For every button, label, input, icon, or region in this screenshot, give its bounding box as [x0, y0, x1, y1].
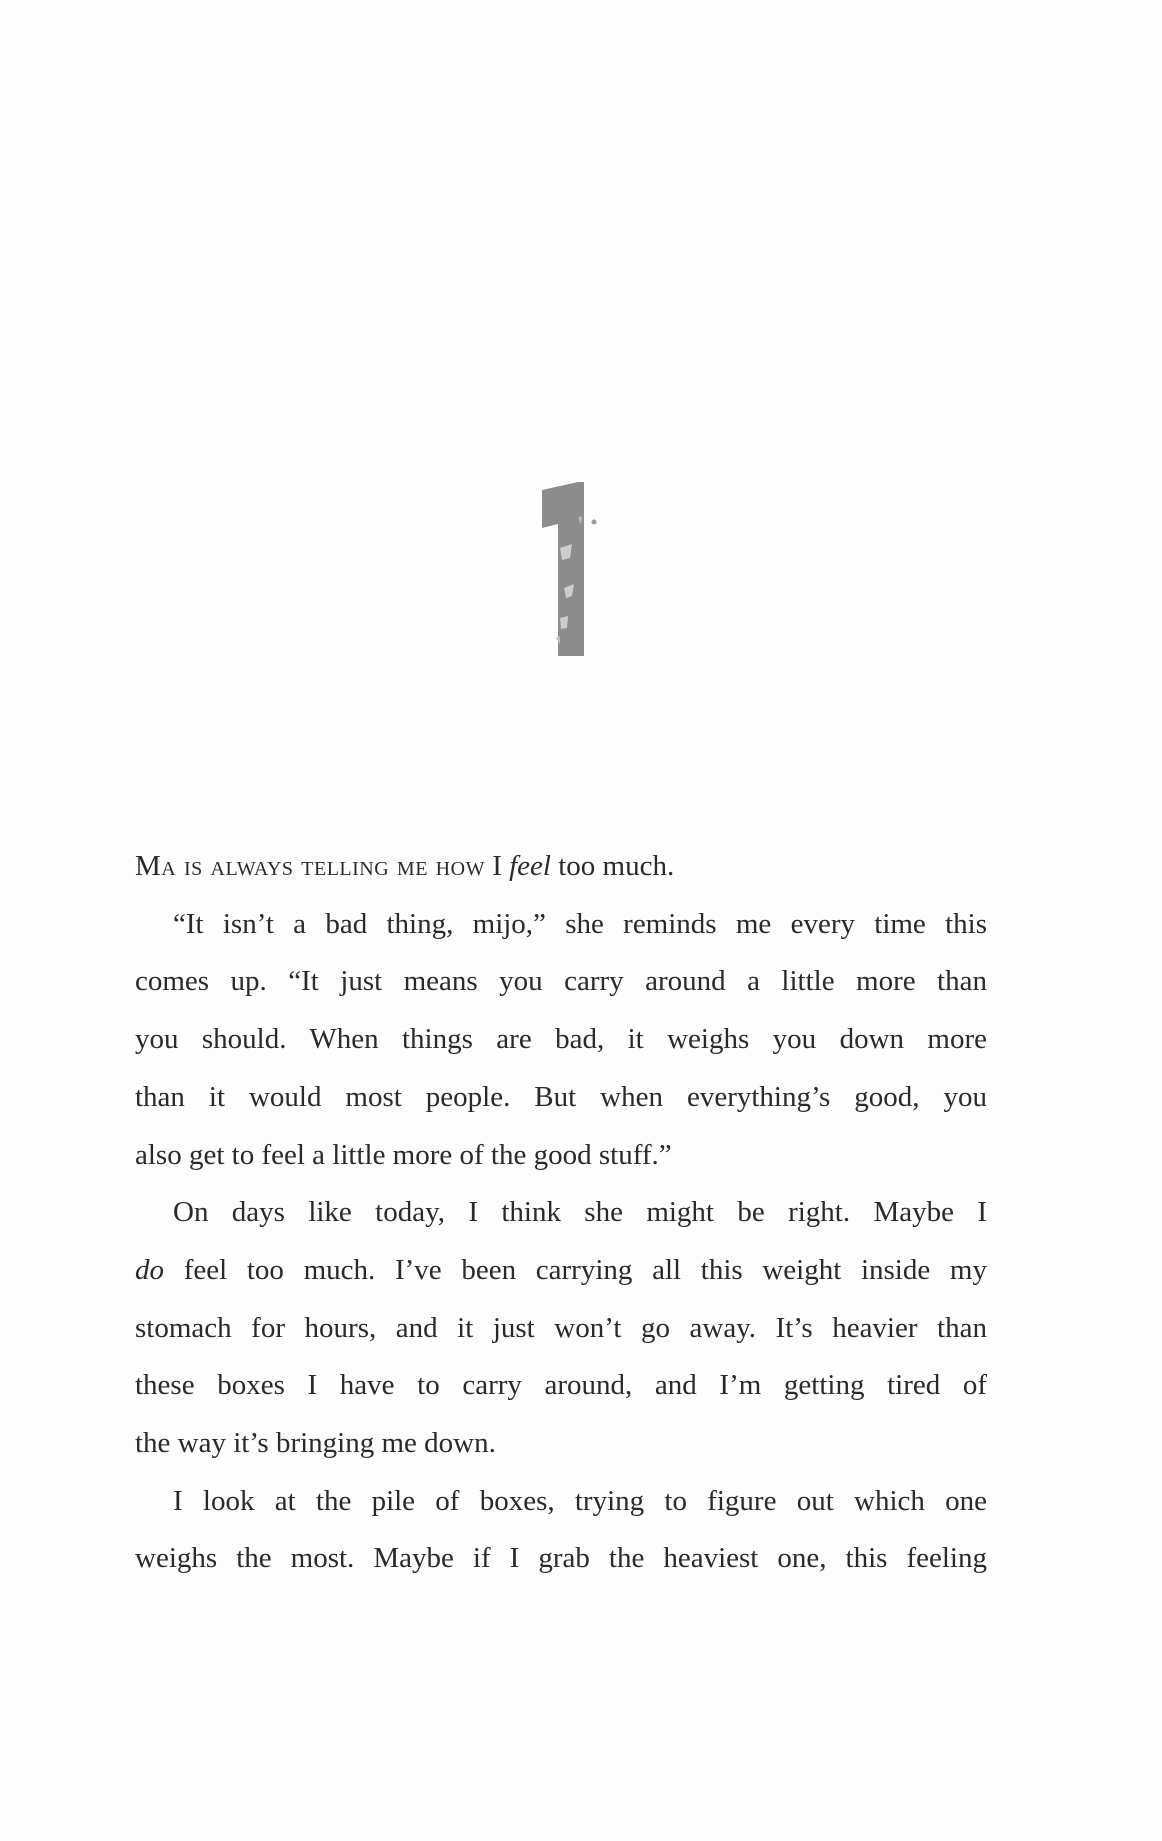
paragraph-3-line-3: stomach for hours, and it just won’t go away. It’s heavier than: [135, 1311, 987, 1344]
paragraph-3-line-5: the way it’s bringing me down.: [135, 1427, 496, 1460]
paragraph-4-line-2: weighs the most. Maybe if I grab the heaviest one, this feeling: [135, 1542, 987, 1575]
paragraph-3-line-4: these boxes I have to carry around, and I’m getting tired of: [135, 1369, 987, 1402]
paragraph-1-line-1: Ma is always telling me how I feel too much.: [135, 850, 675, 882]
chapter-number-glyph: [520, 478, 610, 678]
paragraph-2-line-1: “It isn’t a bad thing, mijo,” she reminds me every time this: [173, 907, 987, 940]
paragraph-2-line-3: you should. When things are bad, it weighs you down more: [135, 1023, 987, 1056]
emphasis-do: do: [135, 1253, 164, 1286]
paragraph-2-line-4: than it would most people. But when everything’s good, you: [135, 1080, 987, 1113]
chapter-number: [520, 478, 610, 678]
paragraph-2-line-2: comes up. “It just means you carry around a little more than: [135, 965, 987, 998]
chapter-body: [135, 838, 987, 1588]
emphasis-feel: feel: [509, 850, 551, 882]
paragraph-2-line-5: also get to feel a little more of the good stuff.”: [135, 1138, 672, 1171]
opening-small-caps: Ma is always telling me how: [135, 850, 485, 882]
paragraph-4-line-1: I look at the pile of boxes, trying to figure out which one: [173, 1484, 987, 1517]
paragraph-3-line-2: do feel too much. I’ve been carrying all this weight inside my: [135, 1253, 987, 1286]
paragraph-3-line-1: On days like today, I think she might be right. Maybe I: [173, 1196, 987, 1229]
